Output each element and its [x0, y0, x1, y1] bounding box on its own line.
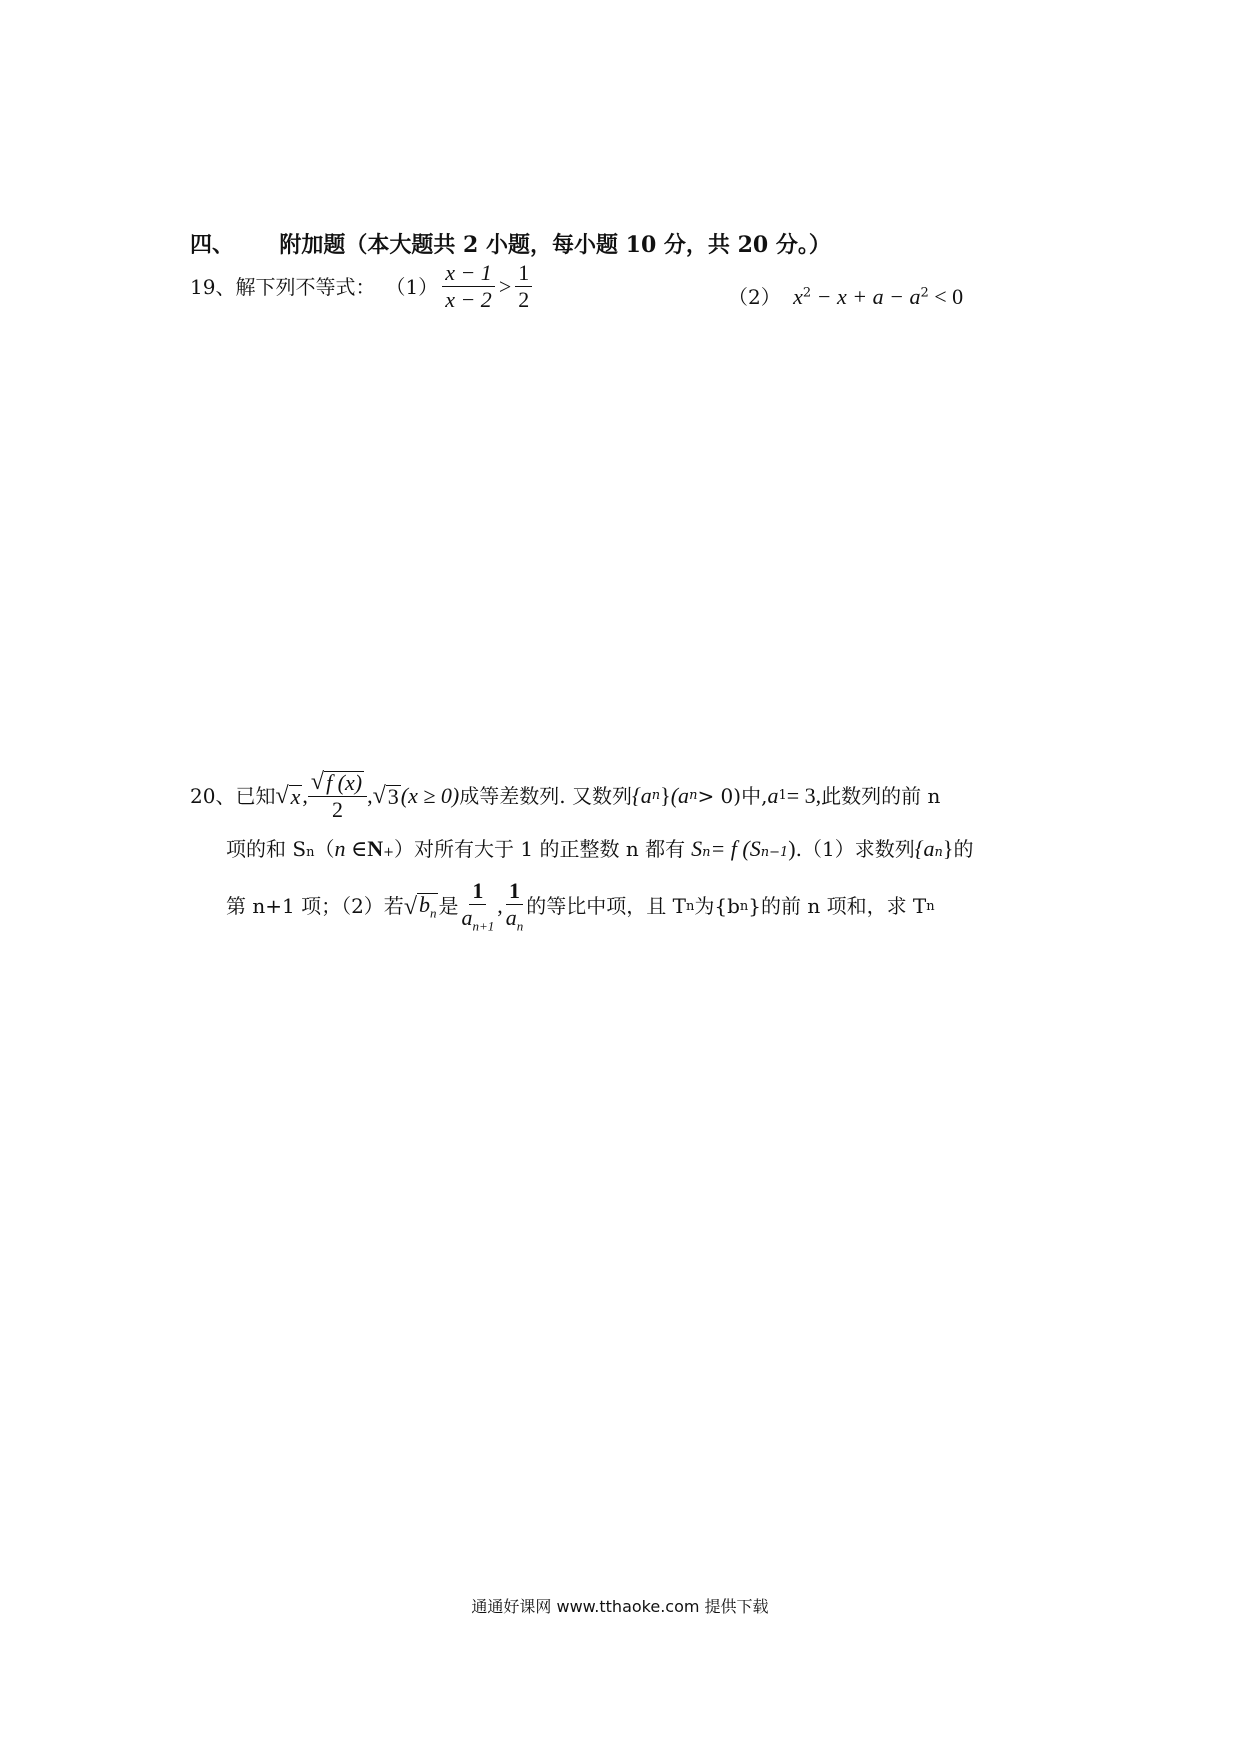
sqrt-icon: √ — [310, 769, 325, 795]
q20-sqrt-3: √ 3 — [372, 782, 399, 809]
q20-condition: (x ≥ 0) — [400, 782, 460, 808]
q19-part2 — [728, 286, 963, 308]
q19-part2-x: x — [793, 284, 803, 309]
q20-sqrt-fx-fraction: √ f (x) 2 — [308, 770, 367, 821]
question-20-line-2: 项的和 S n （ n ∈ N + ）对所有大于 1 的正整数 n 都有 S n = f (S n−1 ) .（1）求数列 {a n } 的 — [226, 836, 974, 861]
q19-part1-rhs — [515, 262, 532, 311]
section-heading — [190, 228, 831, 259]
q20-label: 20、已知 — [190, 783, 276, 808]
sqrt-icon: √ — [275, 782, 289, 809]
question-20-line-3: 第 n+1 项；（2）若 √ $b_n$ 是 $\frac{1}{a_{n+1}}$ , $\frac{1}{a_n}$ 的等比中项，且 T n 为{b n }的前 n 项和，求 T n — [226, 878, 935, 934]
q19-part1-rhs-numerator: 1 — [515, 262, 532, 287]
q20-sqrt-x: √ x — [275, 782, 301, 809]
q19-label: 19、解下列不等式： — [190, 274, 376, 299]
q19-part2-label: （2） — [728, 285, 781, 309]
q20-sqrt-fx: √ f (x) — [310, 769, 363, 795]
sqrt-icon: √ — [403, 894, 417, 921]
section-number: 四、 — [190, 232, 235, 258]
question-20-line-1: 20、已知 √ x , √ f (x) 2 , √ 3 (x ≥ 0) 成等差数列. 又数列 {a n } (a n > 0)中, a 1 = 3, 此数列的前 n — [190, 769, 941, 822]
sqrt-icon: √ — [372, 782, 386, 809]
q19-part2-exp2: 2 — [920, 285, 929, 301]
q19-part1-gt: > — [498, 273, 512, 299]
q19-part1-denominator: x − 2 — [445, 287, 492, 312]
q19-part1-fraction — [442, 262, 495, 311]
q20-fraction-1: $\frac{1}{a_{n+1}}$ — [461, 878, 495, 934]
q19-part2-end: < 0 — [928, 284, 964, 309]
q20-sqrt-bn: √ $b_n$ — [403, 892, 437, 921]
q20-text2: 此数列的前 n — [821, 783, 941, 808]
footer-text: 通通好课网 www.tthaoke.com 提供下载 — [471, 1597, 769, 1616]
q19-part1-rhs-denominator: 2 — [518, 287, 530, 312]
q19-part2-mid: − x + a − a — [811, 284, 921, 309]
section-title: 附加题（本大题共 2 小题，每小题 10 分，共 20 分。） — [279, 232, 831, 258]
page-footer — [0, 1594, 1240, 1617]
question-19 — [190, 262, 532, 311]
q19-part1-label: （1） — [385, 274, 439, 299]
q19-part1-numerator: x − 1 — [442, 262, 495, 287]
q19-part2-exp1: 2 — [802, 285, 812, 301]
q20-fraction-2: $\frac{1}{a_n}$ — [505, 878, 524, 934]
q20-text1: 成等差数列. 又数列 — [459, 783, 632, 808]
